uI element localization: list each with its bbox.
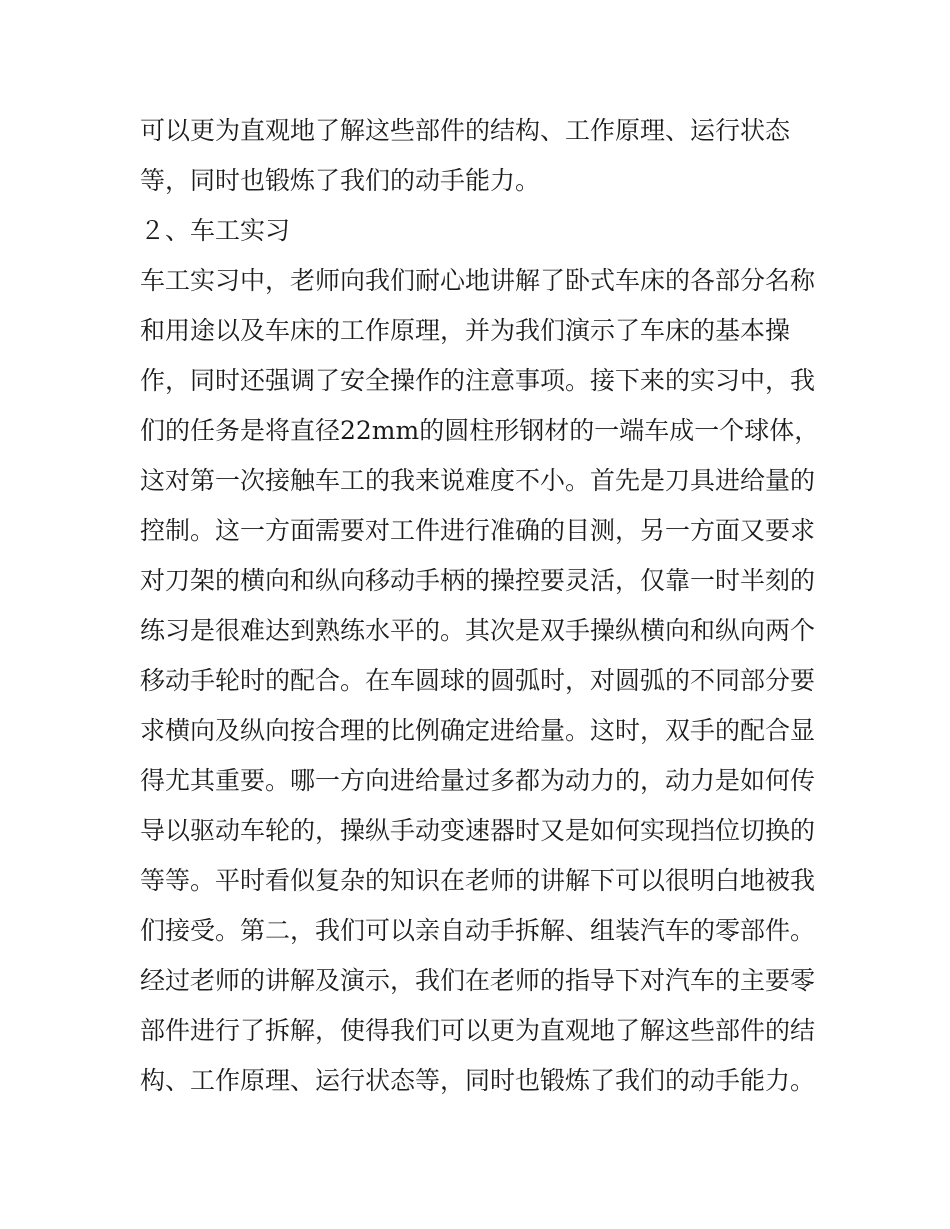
text-line-5: 和用途以及车床的工作原理，并为我们演示了车床的基本操 <box>140 316 791 345</box>
text-line-9: 控制。这一方面需要对工件进行准确的目测，另一方面又要求 <box>140 516 816 545</box>
text-line-17: 们接受。第二，我们可以亲自动手拆解、组装汽车的零部件。 <box>140 916 816 945</box>
text-line-7: 们的任务是将直径22mm的圆柱形钢材的一端车成一个球体， <box>140 416 820 445</box>
text-line-16: 等等。平时看似复杂的知识在老师的讲解下可以很明白地被我 <box>140 866 816 895</box>
text-line-12: 移动手轮时的配合。在车圆球的圆弧时，对圆弧的不同部分要 <box>140 666 816 695</box>
text-line-8: 这对第一次接触车工的我来说难度不小。首先是刀具进给量的 <box>140 466 816 495</box>
text-line-4: 车工实习中，老师向我们耐心地讲解了卧式车床的各部分名称 <box>140 266 816 295</box>
text-line-19: 部件进行了拆解，使得我们可以更为直观地了解这些部件的结 <box>140 1016 816 1045</box>
text-line-13: 求横向及纵向按合理的比例确定进给量。这时，双手的配合显 <box>140 716 816 745</box>
text-line-10: 对刀架的横向和纵向移动手柄的操控要灵活，仅靠一时半刻的 <box>140 566 816 595</box>
text-line-1: 可以更为直观地了解这些部件的结构、工作原理、运行状态 <box>140 116 791 145</box>
text-line-11: 练习是很难达到熟练水平的。其次是双手操纵横向和纵向两个 <box>140 616 816 645</box>
text-line-15: 导以驱动车轮的，操纵手动变速器时又是如何实现挡位切换的 <box>140 816 816 845</box>
section-heading: ２、车工实习 <box>140 216 291 245</box>
text-line-6: 作，同时还强调了安全操作的注意事项。接下来的实习中，我 <box>140 366 816 395</box>
text-line-2: 等，同时也锻炼了我们的动手能力。 <box>140 166 541 195</box>
text-line-14: 得尤其重要。哪一方向进给量过多都为动力的，动力是如何传 <box>140 766 816 795</box>
text-line-20: 构、工作原理、运行状态等，同时也锻炼了我们的动手能力。 <box>140 1066 816 1095</box>
text-line-18: 经过老师的讲解及演示，我们在老师的指导下对汽车的主要零 <box>140 966 816 995</box>
